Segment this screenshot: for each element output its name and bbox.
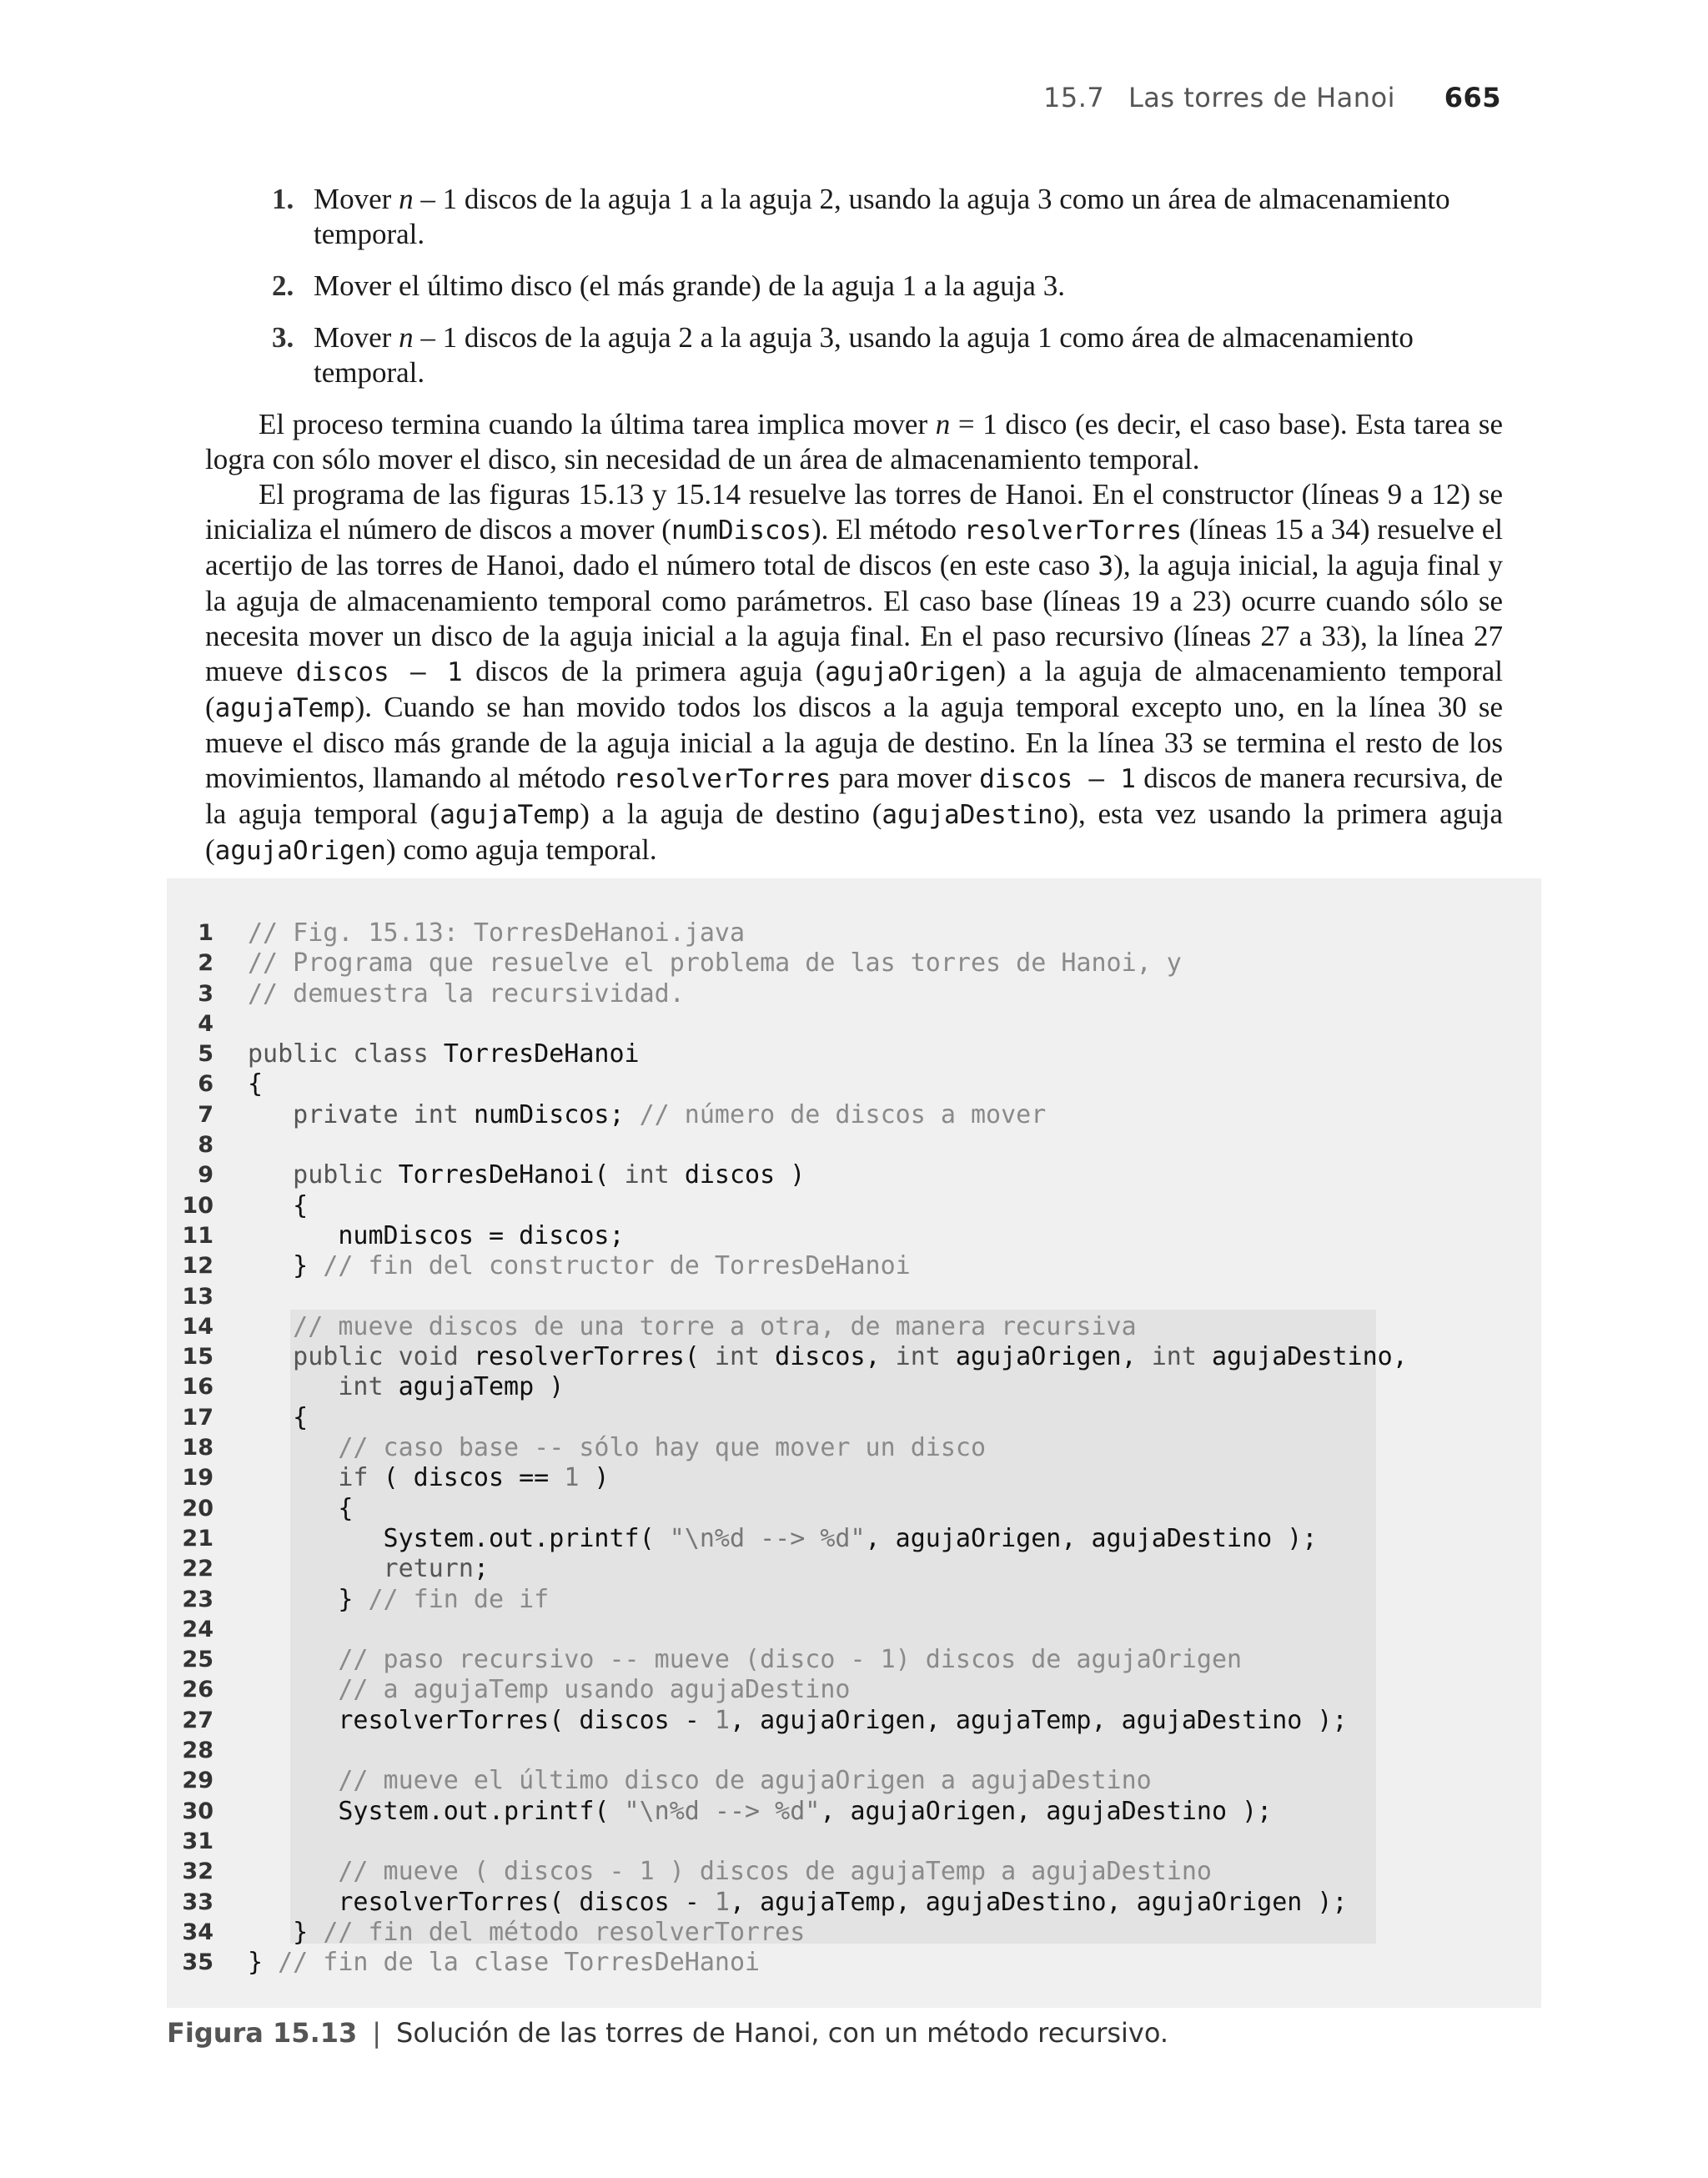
code-token: { xyxy=(248,1190,309,1220)
code-text xyxy=(248,1433,986,1463)
code-text xyxy=(248,1069,263,1099)
line-number: 5 xyxy=(198,1041,214,1068)
code-token: resolverTorres( xyxy=(473,1342,715,1372)
code-token: , agujaOrigen, agujaTemp, agujaDestino ); xyxy=(729,1705,1348,1735)
code-keyword: int xyxy=(714,1342,776,1372)
line-number: 22 xyxy=(182,1556,214,1582)
code-text xyxy=(248,1524,1317,1554)
code-literal: 1 xyxy=(714,1705,730,1735)
line-number: 12 xyxy=(182,1253,214,1280)
line-number: 4 xyxy=(198,1010,214,1037)
code-token: numDiscos; xyxy=(473,1099,640,1129)
line-number: 25 xyxy=(182,1647,214,1673)
page-number: 665 xyxy=(1444,82,1501,113)
step-item xyxy=(205,182,1503,252)
code-text xyxy=(248,1766,1152,1796)
code-token: ( discos == xyxy=(383,1463,565,1493)
code-text xyxy=(248,1494,353,1524)
code-comment: // Fig. 15.13: TorresDeHanoi.java xyxy=(248,918,746,948)
code-listing xyxy=(167,918,1541,1978)
code-line xyxy=(167,1797,1541,1827)
step-text xyxy=(314,320,1503,390)
code-comment: // fin del método resolverTorres xyxy=(323,1917,806,1947)
code-line xyxy=(167,1736,1541,1766)
code-text xyxy=(248,1160,805,1190)
code-line xyxy=(167,918,1541,948)
caption-text: Solución de las torres de Hanoi, con un método recursivo. xyxy=(396,2017,1169,2049)
code-text xyxy=(248,1312,1137,1342)
code-token: TorresDeHanoi( xyxy=(398,1160,625,1190)
section-number: 15.7 xyxy=(1043,82,1105,113)
code-text xyxy=(248,1372,564,1402)
code-comment: // fin de if xyxy=(368,1584,550,1614)
code-comment: // a agujaTemp usando agujaDestino xyxy=(248,1675,851,1705)
code-line xyxy=(167,1524,1541,1554)
line-number: 27 xyxy=(182,1707,214,1733)
line-number: 10 xyxy=(182,1192,214,1219)
code-text xyxy=(248,1554,489,1584)
text-run: = 1 disco (es decir, el caso base). Esta tarea se logra con sólo mover el disco, sin necesidad de un área de almacenamiento temporal. xyxy=(205,408,1504,475)
line-number: 1 xyxy=(198,920,214,946)
code-token: { xyxy=(248,1493,354,1523)
code-text xyxy=(248,1706,1348,1736)
code-token: { xyxy=(248,1069,264,1099)
figure-label: Figura 15.13 xyxy=(167,2017,358,2049)
code-line xyxy=(167,1463,1541,1493)
code-token: ; xyxy=(473,1554,489,1584)
code-text xyxy=(248,1888,1348,1918)
step-variable: n xyxy=(399,183,414,215)
text-run: ). El método xyxy=(811,513,964,546)
code-line xyxy=(167,1827,1541,1857)
code-text xyxy=(248,979,685,1009)
text-run: ) como aguja temporal. xyxy=(385,833,657,866)
code-comment: // paso recursivo -- mueve (disco - 1) discos de agujaOrigen xyxy=(248,1645,1243,1675)
line-number: 28 xyxy=(182,1738,214,1764)
step-number: 3. xyxy=(272,321,294,354)
code-text xyxy=(248,918,745,948)
paragraph-program-description xyxy=(205,477,1503,868)
code-token: , agujaOrigen, agujaDestino ); xyxy=(820,1796,1273,1826)
code-token: System.out.printf( xyxy=(248,1796,625,1826)
step-variable: n xyxy=(399,321,414,354)
code-token: resolverTorres( discos - xyxy=(248,1705,715,1735)
text-run: ) a la aguja de destino ( xyxy=(580,797,882,830)
code-line xyxy=(167,1554,1541,1584)
code-line xyxy=(167,1039,1541,1069)
code-token: , agujaOrigen, agujaDestino ); xyxy=(865,1523,1318,1553)
code-comment: // fin del constructor de TorresDeHanoi xyxy=(323,1251,911,1281)
code-line xyxy=(167,1403,1541,1433)
math-variable: n xyxy=(935,408,951,440)
code-line xyxy=(167,1675,1541,1705)
code-keyword: public void xyxy=(248,1342,474,1372)
section-title: Las torres de Hanoi xyxy=(1128,82,1396,113)
code-line xyxy=(167,1009,1541,1039)
code-text xyxy=(248,1918,805,1948)
paragraph-base-case xyxy=(205,407,1503,477)
inline-code: agujaOrigen xyxy=(214,836,386,866)
code-token: discos ) xyxy=(684,1160,806,1190)
line-number: 20 xyxy=(182,1495,214,1522)
line-number: 14 xyxy=(182,1313,214,1340)
code-text xyxy=(248,1463,610,1493)
code-line xyxy=(167,1342,1541,1372)
line-number: 16 xyxy=(182,1374,214,1401)
code-literal: "\n%d --> %d" xyxy=(624,1796,821,1826)
code-token: numDiscos = discos; xyxy=(248,1220,625,1250)
code-line xyxy=(167,1160,1541,1190)
code-keyword: int xyxy=(895,1342,956,1372)
code-keyword: if xyxy=(248,1463,384,1493)
code-keyword: return xyxy=(248,1554,474,1584)
step-item xyxy=(205,320,1503,390)
text-run: ). Cuando se han movido todos los discos a la aguja temporal excepto uno, en la línea 30 se mueve el disco más grande de la aguja inicial a la aguja de destino. En la línea 33 se termina el resto de los movimientos, llamando al método xyxy=(205,691,1503,794)
code-line xyxy=(167,1706,1541,1736)
code-line xyxy=(167,979,1541,1009)
code-token: ) xyxy=(579,1463,610,1493)
code-keyword: int xyxy=(624,1160,685,1190)
caption-separator: | xyxy=(372,2017,382,2049)
line-number: 2 xyxy=(198,950,214,977)
code-token: { xyxy=(248,1402,309,1432)
running-header xyxy=(1043,82,1501,113)
text-run: discos de la primera aguja ( xyxy=(462,655,826,687)
code-text xyxy=(248,1251,911,1281)
code-text xyxy=(248,1191,308,1221)
code-keyword: int xyxy=(1151,1342,1212,1372)
line-number: 32 xyxy=(182,1859,214,1885)
line-number: 9 xyxy=(198,1162,214,1189)
code-text xyxy=(248,1100,1046,1130)
code-line xyxy=(167,1100,1541,1130)
inline-code: discos – 1 xyxy=(979,764,1136,794)
code-token: } xyxy=(248,1251,324,1281)
inline-code: discos – 1 xyxy=(295,657,463,687)
code-line xyxy=(167,1494,1541,1524)
code-text xyxy=(248,1948,760,1978)
code-comment: // mueve discos de una torre a otra, de manera recursiva xyxy=(248,1311,1137,1341)
line-number: 8 xyxy=(198,1132,214,1159)
inline-code: 3 xyxy=(1098,551,1114,581)
line-number: 31 xyxy=(182,1828,214,1854)
code-token: agujaOrigen, xyxy=(955,1342,1152,1372)
code-text xyxy=(248,1221,625,1251)
step-number: 2. xyxy=(272,269,294,302)
code-line xyxy=(167,1615,1541,1645)
line-number: 21 xyxy=(182,1525,214,1552)
code-token: resolverTorres( discos - xyxy=(248,1887,715,1917)
line-number: 7 xyxy=(198,1101,214,1128)
step-text-part: – 1 discos de la aguja 1 a la aguja 2, usando la aguja 3 como un área de almacenamiento temporal. xyxy=(314,183,1450,250)
code-line xyxy=(167,1645,1541,1675)
code-token: } xyxy=(248,1948,279,1978)
line-number: 19 xyxy=(182,1465,214,1491)
code-line xyxy=(167,1312,1541,1342)
line-number: 3 xyxy=(198,980,214,1007)
code-token: System.out.printf( xyxy=(248,1523,670,1553)
line-number: 15 xyxy=(182,1344,214,1371)
steps-list xyxy=(205,182,1503,390)
code-comment: // fin de la clase TorresDeHanoi xyxy=(278,1948,761,1978)
code-line xyxy=(167,1766,1541,1796)
inline-code: resolverTorres xyxy=(963,516,1183,546)
code-text xyxy=(248,1342,1408,1372)
inline-code: agujaTemp xyxy=(214,693,355,723)
step-item xyxy=(205,269,1503,304)
code-comment: // mueve el último disco de agujaOrigen a agujaDestino xyxy=(248,1766,1152,1796)
line-number: 17 xyxy=(182,1404,214,1431)
code-line xyxy=(167,1857,1541,1887)
code-literal: "\n%d --> %d" xyxy=(669,1523,866,1553)
code-text xyxy=(248,1675,850,1705)
code-comment: // mueve ( discos - 1 ) discos de agujaTemp a agujaDestino xyxy=(248,1857,1212,1887)
code-text xyxy=(248,1645,1242,1675)
code-line xyxy=(167,1918,1541,1948)
code-text xyxy=(248,1585,549,1615)
step-text-part: – 1 discos de la aguja 2 a la aguja 3, usando la aguja 1 como área de almacenamiento temporal. xyxy=(314,321,1414,389)
code-literal: 1 xyxy=(714,1887,730,1917)
line-number: 24 xyxy=(182,1616,214,1642)
line-number: 11 xyxy=(182,1222,214,1249)
code-text xyxy=(248,1797,1272,1827)
text-run: para mover xyxy=(831,762,980,794)
code-text xyxy=(248,1403,308,1433)
code-line xyxy=(167,1282,1541,1312)
step-number: 1. xyxy=(272,183,294,215)
code-token: TorresDeHanoi xyxy=(443,1039,640,1069)
code-line xyxy=(167,1130,1541,1160)
code-line xyxy=(167,1585,1541,1615)
code-keyword: int xyxy=(248,1372,399,1402)
text-run: El proceso termina cuando la última tarea implica mover xyxy=(259,408,936,440)
text-run: ), esta vez usando la primera aguja ( xyxy=(205,797,1503,866)
code-line xyxy=(167,1069,1541,1099)
line-number: 26 xyxy=(182,1677,214,1703)
code-token: } xyxy=(248,1584,369,1614)
code-literal: 1 xyxy=(564,1463,580,1493)
inline-code: agujaDestino xyxy=(882,800,1069,830)
code-text xyxy=(248,948,1182,978)
figure-caption xyxy=(167,2017,1168,2049)
text-run: El programa de las figuras 15.13 y 15.14 resuelve las torres de Hanoi. En el constructor (líneas 9 a 12) se inicializa el número de discos a mover ( xyxy=(205,478,1503,546)
line-number: 33 xyxy=(182,1889,214,1915)
inline-code: numDiscos xyxy=(671,516,811,546)
code-token: } xyxy=(248,1917,324,1947)
line-number: 13 xyxy=(182,1283,214,1310)
text-run: ) a la aguja de almacenamiento temporal ( xyxy=(205,655,1504,723)
code-comment: // Programa que resuelve el problema de las torres de Hanoi, y xyxy=(248,948,1182,978)
code-comment: // demuestra la recursividad. xyxy=(248,978,685,1009)
code-line xyxy=(167,948,1541,978)
body-text xyxy=(205,182,1503,868)
text-run: (líneas 15 a 34) resuelve el acertijo de las torres de Hanoi, dado el número total de discos (en este caso xyxy=(205,513,1503,581)
code-text xyxy=(248,1857,1212,1887)
code-line xyxy=(167,1251,1541,1281)
step-text: Mover el último disco (el más grande) de la aguja 1 a la aguja 3. xyxy=(314,269,1065,302)
code-line xyxy=(167,1191,1541,1221)
line-number: 29 xyxy=(182,1768,214,1794)
line-number: 23 xyxy=(182,1586,214,1612)
step-text-part: Mover xyxy=(314,183,399,215)
code-text xyxy=(248,1039,640,1069)
inline-code: agujaOrigen xyxy=(825,657,997,687)
code-keyword: public class xyxy=(248,1039,444,1069)
text-run: discos de manera recursiva, de la aguja temporal ( xyxy=(205,762,1504,830)
line-number: 34 xyxy=(182,1919,214,1945)
line-number: 18 xyxy=(182,1435,214,1461)
code-comment: // caso base -- sólo hay que mover un disco xyxy=(248,1433,987,1463)
code-token: agujaTemp ) xyxy=(398,1372,565,1402)
code-line xyxy=(167,1372,1541,1402)
line-number: 35 xyxy=(182,1949,214,1976)
code-keyword: public xyxy=(248,1160,399,1190)
code-line xyxy=(167,1948,1541,1978)
text-run: ), la aguja inicial, la aguja final y la aguja de almacenamiento temporal como parámetros. El caso base (líneas 19 a 23) ocurre cuando sólo se necesita mover un disco de la aguja inicial a la aguja final. En el paso recursivo (líneas 27 a 33), la línea 27 mueve xyxy=(205,549,1503,687)
code-comment: // número de discos a mover xyxy=(639,1099,1047,1129)
line-number: 6 xyxy=(198,1071,214,1098)
code-token: , agujaTemp, agujaDestino, agujaOrigen ); xyxy=(729,1887,1348,1917)
code-line xyxy=(167,1221,1541,1251)
step-text xyxy=(314,182,1503,252)
code-token: discos, xyxy=(775,1342,896,1372)
step-text-part: Mover xyxy=(314,321,399,354)
code-keyword: private int xyxy=(248,1099,474,1129)
line-number: 30 xyxy=(182,1798,214,1824)
inline-code: agujaTemp xyxy=(440,800,580,830)
code-line xyxy=(167,1888,1541,1918)
code-token: agujaDestino, xyxy=(1211,1342,1408,1372)
code-line xyxy=(167,1433,1541,1463)
inline-code: resolverTorres xyxy=(613,764,831,794)
